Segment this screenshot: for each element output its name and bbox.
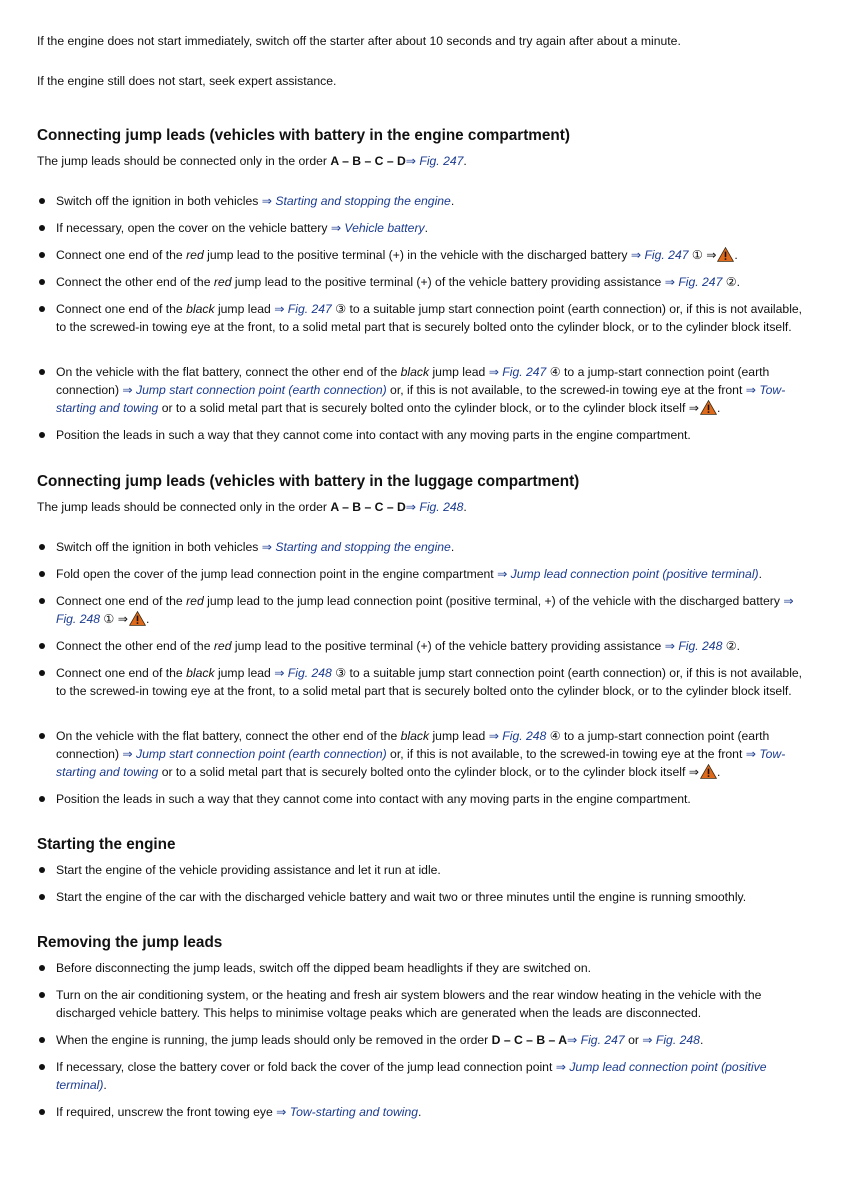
lead-colour: black — [186, 666, 215, 680]
intro-paragraph-1: If the engine does not start immediately, switch off the starter after about 10 seconds and try again after about a minute. — [37, 34, 681, 48]
step-text: Position the leads in such a way that they cannot come into contact with any moving parts in the engine compartment. — [56, 792, 691, 806]
warning-triangle-icon[interactable] — [717, 247, 734, 262]
step-text: or, if this is not available, to the screwed-in towing eye at the front — [386, 383, 746, 397]
fig-248-link[interactable]: ⇒ Fig. 248 — [642, 1033, 700, 1047]
fig-247-link[interactable]: ⇒ Fig. 247 — [405, 154, 464, 168]
step-text: ③ to a suitable jump start connection point (earth connection) or, if this is not available, to the screwed-in towing eye at the front, to a solid metal part that is securely bolted onto the cylinder block, or to the cylinder block itself. — [56, 666, 803, 698]
vehicle-battery-link[interactable]: ⇒ Vehicle battery — [330, 221, 425, 235]
step-text: On the vehicle with the flat battery, connect the other end of the — [56, 729, 401, 743]
fig-247-link[interactable]: ⇒ Fig. 247 — [664, 275, 723, 289]
step-text: Connect the other end of the — [56, 639, 214, 653]
list-item — [37, 426, 807, 444]
list-item — [37, 219, 807, 237]
jump-lead-connection-point-link[interactable]: ⇒ Jump lead connection point (positive terminal) — [497, 567, 759, 581]
tow-starting-link[interactable]: ⇒ Tow-starting and towing — [276, 1105, 419, 1119]
lead-colour: red — [186, 594, 204, 608]
step-text: Start the engine of the car with the discharged vehicle battery and wait two or three minutes until the engine is running smoothly. — [56, 890, 747, 904]
step-text: Connect one end of the — [56, 594, 187, 608]
step-text: ① ⇒ — [100, 612, 128, 626]
step-text: or to a solid metal part that is securely bolted onto the cylinder block, or to the cylinder block itself ⇒ — [158, 401, 699, 415]
list-item — [37, 861, 807, 879]
step-text: Start the engine of the vehicle providing assistance and let it run at idle. — [56, 863, 441, 877]
step-text: . — [424, 221, 428, 235]
step-text: ④ to a jump-start connection point (earth connection) — [56, 365, 770, 397]
step-text: or, if this is not available, to the screwed-in towing eye at the front — [386, 747, 746, 761]
step-text: jump lead to the positive terminal (+) of the vehicle battery providing assistance — [231, 639, 665, 653]
step-text: Switch off the ignition in both vehicles — [56, 194, 262, 208]
lead-colour: black — [400, 365, 430, 379]
step-text: ① ⇒ — [688, 248, 717, 262]
step-text: Connect one end of the — [56, 302, 187, 316]
connection-order-text — [37, 152, 817, 170]
tow-starting-link[interactable]: ⇒ Tow-starting and towing — [56, 747, 786, 779]
fig-247-link[interactable]: ⇒ Fig. 247 — [567, 1033, 625, 1047]
list-item — [37, 592, 807, 628]
list-item — [37, 637, 807, 655]
fig-248-link[interactable]: ⇒ Fig. 248 — [664, 639, 723, 653]
step-text: ②. — [722, 275, 741, 289]
intro-paragraph-2: If the engine still does not start, seek expert assistance. — [37, 74, 337, 88]
tow-starting-link[interactable]: ⇒ Tow-starting and towing — [56, 383, 786, 415]
step-text: Fold open the cover of the jump lead connection point in the engine compartment — [56, 567, 498, 581]
order-prefix: The jump leads should be connected only in the order — [37, 154, 331, 168]
lead-colour: red — [213, 639, 232, 653]
section-heading-engine-compartment: Connecting jump leads (vehicles with battery in the engine compartment) — [37, 127, 570, 144]
lead-colour: black — [400, 729, 430, 743]
section-heading-luggage-compartment: Connecting jump leads (vehicles with battery in the luggage compartment) — [37, 473, 580, 490]
step-text: . — [450, 194, 455, 208]
step-text: jump lead to the positive terminal (+) in the vehicle with the discharged battery — [203, 248, 631, 262]
step-text: jump lead to the jump lead connection point (positive terminal, +) of the vehicle with the discharged battery — [203, 594, 784, 608]
step-text: jump lead to the positive terminal (+) of the vehicle battery providing assistance — [231, 275, 665, 289]
step-text: If necessary, open the cover on the vehicle battery — [56, 221, 331, 235]
list-item — [37, 888, 807, 906]
step-text: ④ to a jump-start connection point (earth connection) — [56, 729, 770, 761]
list-item — [37, 300, 807, 336]
starting-stopping-link[interactable]: ⇒ Starting and stopping the engine — [261, 194, 451, 208]
fig-247-link[interactable]: ⇒ Fig. 247 — [488, 365, 547, 379]
step-text: or to a solid metal part that is securely bolted onto the cylinder block, or to the cylinder block itself ⇒ — [158, 765, 699, 779]
order-sequence: A – B – C – D — [330, 500, 406, 514]
fig-248-link[interactable]: ⇒ Fig. 248 — [274, 666, 332, 680]
step-text: Position the leads in such a way that they cannot come into contact with any moving parts in the engine compartment. — [56, 428, 691, 442]
list-item — [37, 192, 807, 210]
step-text: jump lead — [214, 302, 275, 316]
list-item — [37, 538, 807, 556]
step-text: . — [145, 612, 150, 626]
lead-colour: red — [186, 248, 204, 262]
warning-triangle-icon[interactable] — [129, 611, 146, 626]
step-text: ③ to a suitable jump start connection point (earth connection) or, if this is not available, to the screwed-in towing eye at the front, to a solid metal part that is securely bolted onto the cylinder block, or to the cylinder block itself. — [56, 302, 803, 334]
step-text: jump lead — [214, 666, 275, 680]
warning-triangle-icon[interactable] — [700, 764, 717, 779]
fig-248-link[interactable]: ⇒ Fig. 248 — [56, 594, 794, 626]
step-text: Connect one end of the — [56, 666, 187, 680]
fig-247-link[interactable]: ⇒ Fig. 247 — [630, 248, 689, 262]
fig-248-link[interactable]: ⇒ Fig. 248 — [405, 500, 464, 514]
list-item — [37, 565, 807, 583]
order-sequence: A – B – C – D — [330, 154, 406, 168]
lead-colour: black — [186, 302, 215, 316]
list-item — [37, 273, 807, 291]
list-item — [37, 363, 807, 417]
step-text: . — [450, 540, 455, 554]
step-text: If necessary, close the battery cover or fold back the cover of the jump lead connection point — [56, 1060, 556, 1074]
list-item — [37, 246, 807, 264]
lead-colour: red — [213, 275, 232, 289]
step-text: Before disconnecting the jump leads, switch off the dipped beam headlights if they are switched on. — [56, 961, 591, 975]
step-text: . — [734, 248, 738, 262]
order-prefix: The jump leads should be connected only in the order — [37, 500, 331, 514]
section-heading-removing-leads: Removing the jump leads — [37, 934, 223, 951]
fig-247-link[interactable]: ⇒ Fig. 247 — [274, 302, 332, 316]
step-text: or — [624, 1033, 643, 1047]
step-text: . — [418, 1105, 422, 1119]
step-text: jump lead — [429, 365, 489, 379]
step-text: . — [758, 567, 762, 581]
earth-connection-link[interactable]: ⇒ Jump start connection point (earth connection) — [122, 383, 387, 397]
starting-stopping-link[interactable]: ⇒ Starting and stopping the engine — [261, 540, 451, 554]
step-text: . — [699, 1033, 704, 1047]
step-text: If required, unscrew the front towing eye — [56, 1105, 277, 1119]
section-heading-starting-engine: Starting the engine — [37, 836, 176, 853]
step-text: On the vehicle with the flat battery, connect the other end of the — [56, 365, 401, 379]
list-item — [37, 1103, 807, 1121]
step-text: . — [716, 765, 721, 779]
order-end: . — [463, 154, 467, 168]
list-item — [37, 959, 807, 977]
list-item — [37, 986, 807, 1022]
step-text: Switch off the ignition in both vehicles — [56, 540, 262, 554]
jump-lead-connection-point-link[interactable]: ⇒ Jump lead connection point (positive terminal) — [56, 1060, 767, 1092]
step-text: . — [716, 401, 721, 415]
list-item — [37, 727, 807, 781]
step-text: ②. — [722, 639, 741, 653]
step-text: Connect the other end of the — [56, 275, 214, 289]
step-text: jump lead — [429, 729, 489, 743]
list-item — [37, 790, 807, 808]
step-text: . — [103, 1078, 107, 1092]
step-text: Turn on the air conditioning system, or the heating and fresh air system blowers and the rear window heating in the vehicle with the discharged vehicle battery. This helps to minimise voltage peaks which are generated when the leads are disconnected. — [56, 988, 762, 1020]
list-item — [37, 1031, 807, 1049]
order-sequence: D – C – B – A — [491, 1033, 568, 1047]
list-item — [37, 664, 807, 700]
connection-order-text — [37, 498, 817, 516]
fig-248-link[interactable]: ⇒ Fig. 248 — [488, 729, 547, 743]
order-end: . — [463, 500, 467, 514]
list-item — [37, 1058, 807, 1094]
step-text: When the engine is running, the jump leads should only be removed in the order — [56, 1033, 492, 1047]
warning-triangle-icon[interactable] — [700, 400, 717, 415]
earth-connection-link[interactable]: ⇒ Jump start connection point (earth connection) — [122, 747, 387, 761]
step-text: Connect one end of the — [56, 248, 187, 262]
